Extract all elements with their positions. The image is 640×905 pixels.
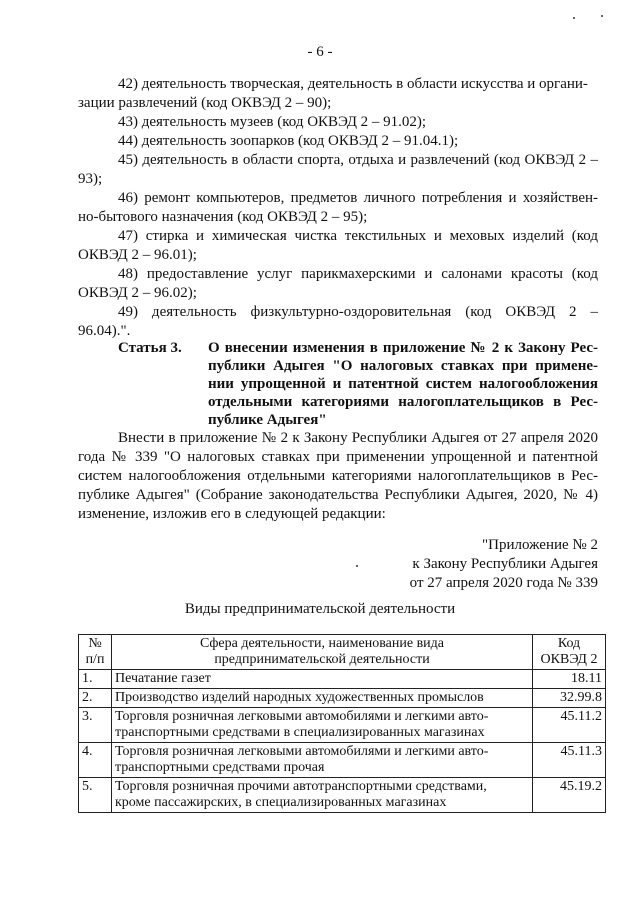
appendix-header-line: от 27 апреля 2020 года № 339	[409, 575, 598, 591]
row-code: 45.11.3	[533, 743, 606, 778]
row-desc-line: Производство изделий народных художественных промыслов	[115, 690, 484, 705]
row-desc-line: кроме пассажирских, в специализированных магазинах	[115, 795, 447, 810]
header-code-line: ОКВЭД 2	[540, 652, 598, 667]
article-label: Статья 3.	[118, 340, 182, 356]
body-text-line: года № 339 "О налоговых ставках при применении упрощенной и патентной	[78, 449, 598, 465]
row-desc-line: Торговля розничная легковыми автомобилями и легкими авто-	[115, 709, 489, 724]
row-num: 2.	[79, 689, 112, 708]
list-item-46-cont: но-бытового назначения (код ОКВЭД 2 – 95);	[78, 209, 368, 225]
list-item-47: 47) стирка и химическая чистка текстильных и меховых изделий (код	[118, 228, 598, 244]
row-desc-line: Торговля розничная прочими автотранспортными средствами,	[115, 779, 487, 794]
list-item-45-cont: 93);	[78, 171, 103, 187]
table-row	[79, 689, 606, 708]
row-num: 4.	[79, 743, 112, 778]
article-title-line: О внесении изменения в приложение № 2 к Закону Рес-	[208, 340, 598, 356]
row-num: 3.	[79, 708, 112, 743]
table-row	[79, 708, 606, 743]
body-text-line: Внести в приложение № 2 к Закону Республики Адыгея от 27 апреля 2020	[118, 430, 598, 446]
body-text-line: систем налогообложения отдельными категориями налогоплательщиков в Рес-	[78, 468, 598, 484]
appendix-header-line: к Закону Республики Адыгея	[412, 556, 598, 572]
row-desc-line: транспортными средствами прочая	[115, 760, 325, 775]
row-desc	[112, 670, 533, 689]
list-item-45: 45) деятельность в области спорта, отдыха и развлечений (код ОКВЭД 2 –	[118, 152, 598, 168]
article-title-line: отдельными категориями налогоплательщиков в Рес-	[208, 394, 598, 410]
page-number: - 6 -	[307, 44, 333, 60]
scan-speck	[601, 15, 603, 17]
list-item-42-cont: зации развлечений (код ОКВЭД 2 – 90);	[78, 95, 332, 111]
list-item-47-cont: ОКВЭД 2 – 96.01);	[78, 247, 197, 263]
list-item-44: 44) деятельность зоопарков (код ОКВЭД 2 – 91.04.1);	[118, 133, 459, 149]
list-item-42: 42) деятельность творческая, деятельность в области искусства и органи-	[118, 76, 588, 92]
row-code: 18.11	[533, 670, 606, 689]
header-desc-line: предпринимательской деятельности	[214, 652, 430, 667]
body-text-line: изменение, изложив его в следующей редакции:	[78, 506, 386, 522]
row-code: 32.99.8	[533, 689, 606, 708]
list-item-46: 46) ремонт компьютеров, предметов личного потребления и хозяйствен-	[118, 190, 598, 206]
row-desc-line: Печатание газет	[115, 671, 211, 686]
body-text-line: публике Адыгея" (Собрание законодательства Республики Адыгея, 2020, № 4)	[78, 487, 598, 503]
row-desc	[112, 689, 533, 708]
row-desc-line: Торговля розничная легковыми автомобилями и легкими авто-	[115, 744, 489, 759]
table-row	[79, 670, 606, 689]
table-title: Виды предпринимательской деятельности	[184, 601, 456, 617]
scan-speck	[573, 17, 575, 19]
list-item-43: 43) деятельность музеев (код ОКВЭД 2 – 91.02);	[118, 114, 427, 130]
article-title-line: публике Адыгея"	[208, 412, 327, 428]
list-item-49: 49) деятельность физкультурно-оздоровительная (код ОКВЭД 2 –	[118, 304, 598, 320]
row-num: 1.	[79, 670, 112, 689]
list-item-48-cont: ОКВЭД 2 – 96.02);	[78, 285, 197, 301]
table-row	[79, 743, 606, 778]
header-num-line: №	[88, 636, 102, 651]
header-desc	[112, 635, 533, 670]
list-item-49-cont: 96.04).".	[78, 323, 131, 339]
header-num-line: п/п	[85, 652, 105, 667]
table-header-row	[79, 635, 606, 670]
article-title-line: нии упрощенной и патентной систем налогообложения	[208, 376, 598, 392]
header-desc-line: Сфера деятельности, наименование вида	[199, 636, 445, 651]
row-code: 45.19.2	[533, 778, 606, 813]
article-title-line: публики Адыгея "О налоговых ставках при примене-	[208, 358, 598, 374]
header-code	[533, 635, 606, 670]
row-desc	[112, 778, 533, 813]
header-num	[79, 635, 112, 670]
activity-table	[78, 634, 606, 813]
header-code-line: Код	[557, 636, 581, 651]
list-item-48: 48) предоставление услуг парикмахерскими и салонами красоты (код	[118, 266, 598, 282]
row-code: 45.11.2	[533, 708, 606, 743]
row-desc-line: транспортными средствами в специализированных магазинах	[115, 725, 485, 740]
scan-speck	[356, 565, 358, 567]
appendix-header-line: "Приложение № 2	[482, 537, 598, 553]
row-num: 5.	[79, 778, 112, 813]
table-row	[79, 778, 606, 813]
row-desc	[112, 708, 533, 743]
row-desc	[112, 743, 533, 778]
